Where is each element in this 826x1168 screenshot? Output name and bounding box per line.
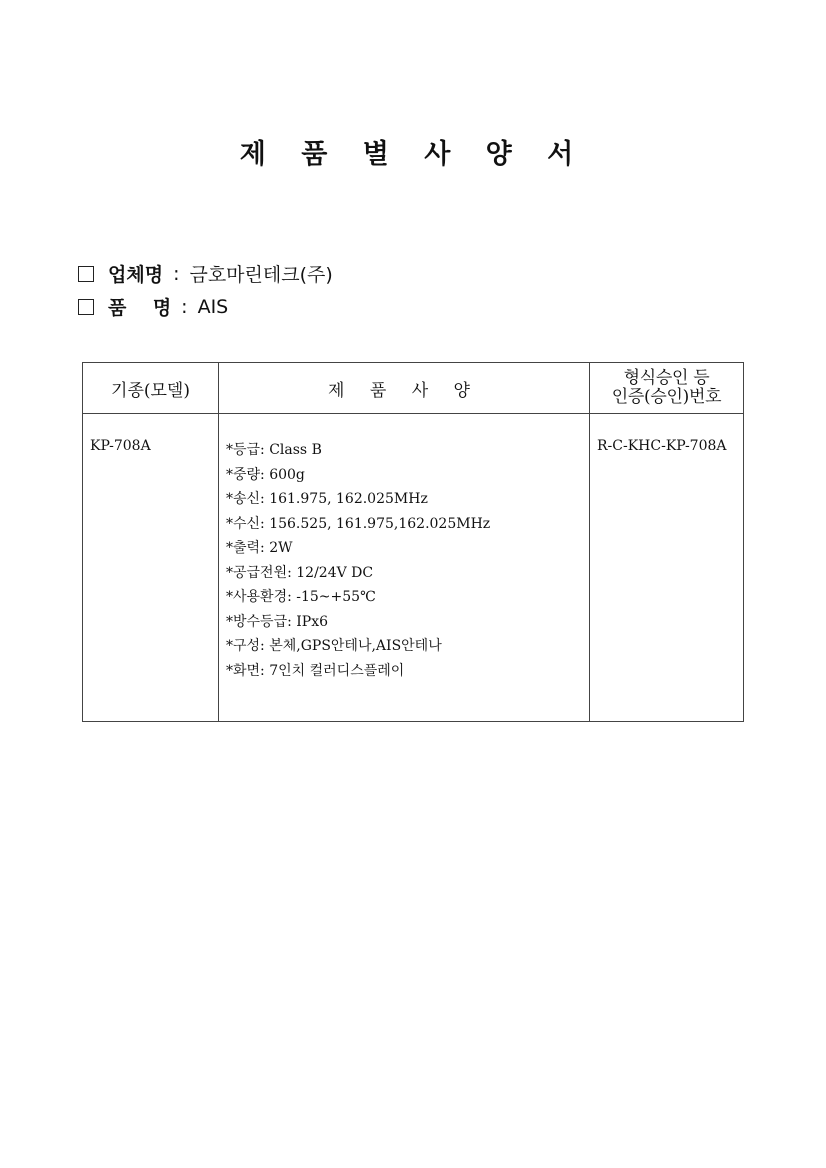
company-label: 업체명 <box>108 264 164 286</box>
product-value: AIS <box>197 295 229 318</box>
spec-item: *출력: 2W <box>226 540 293 556</box>
company-line <box>78 260 333 287</box>
company-value: 금호마린테크(주) <box>189 264 333 286</box>
header-spec: 제 품 사 양 <box>219 363 590 414</box>
spec-item: *방수등급: IPx6 <box>226 613 329 630</box>
spec-item: *사용환경: -15~+55℃ <box>226 589 376 605</box>
spec-item: *구성: 본체,GPS안테나,AIS안테나 <box>226 638 442 654</box>
checkbox-square-icon <box>78 266 94 282</box>
separator: : <box>181 295 188 318</box>
spec-item: *중량: 600g <box>226 466 305 483</box>
cert-number-cell: R-C-KHC-KP-708A <box>590 414 744 722</box>
product-line <box>78 293 228 320</box>
spec-item: *등급: Class B <box>226 442 322 458</box>
header-cert-line1: 형식승인 등 <box>623 368 710 388</box>
table-header-row <box>83 363 744 414</box>
spec-item: *공급전원: 12/24V DC <box>226 564 374 581</box>
spec-item: *수신: 156.525, 161.975,162.025MHz <box>226 515 491 532</box>
spec-list <box>226 438 589 683</box>
separator: : <box>173 262 180 285</box>
specs-cell <box>219 414 590 722</box>
spec-item: *송신: 161.975, 162.025MHz <box>226 491 428 507</box>
product-label: 품 명 <box>108 297 172 319</box>
header-cert-line2: 인증(승인)번호 <box>611 387 722 407</box>
spec-table <box>82 362 744 722</box>
spec-item: *화면: 7인치 컬러디스플레이 <box>226 662 405 679</box>
checkbox-square-icon <box>78 299 94 315</box>
header-cert <box>590 363 744 414</box>
document-title: 제 품 별 사 양 서 <box>239 139 587 170</box>
table-row <box>83 414 744 722</box>
model-cell: KP-708A <box>83 414 219 722</box>
header-model: 기종(모델) <box>83 363 219 414</box>
